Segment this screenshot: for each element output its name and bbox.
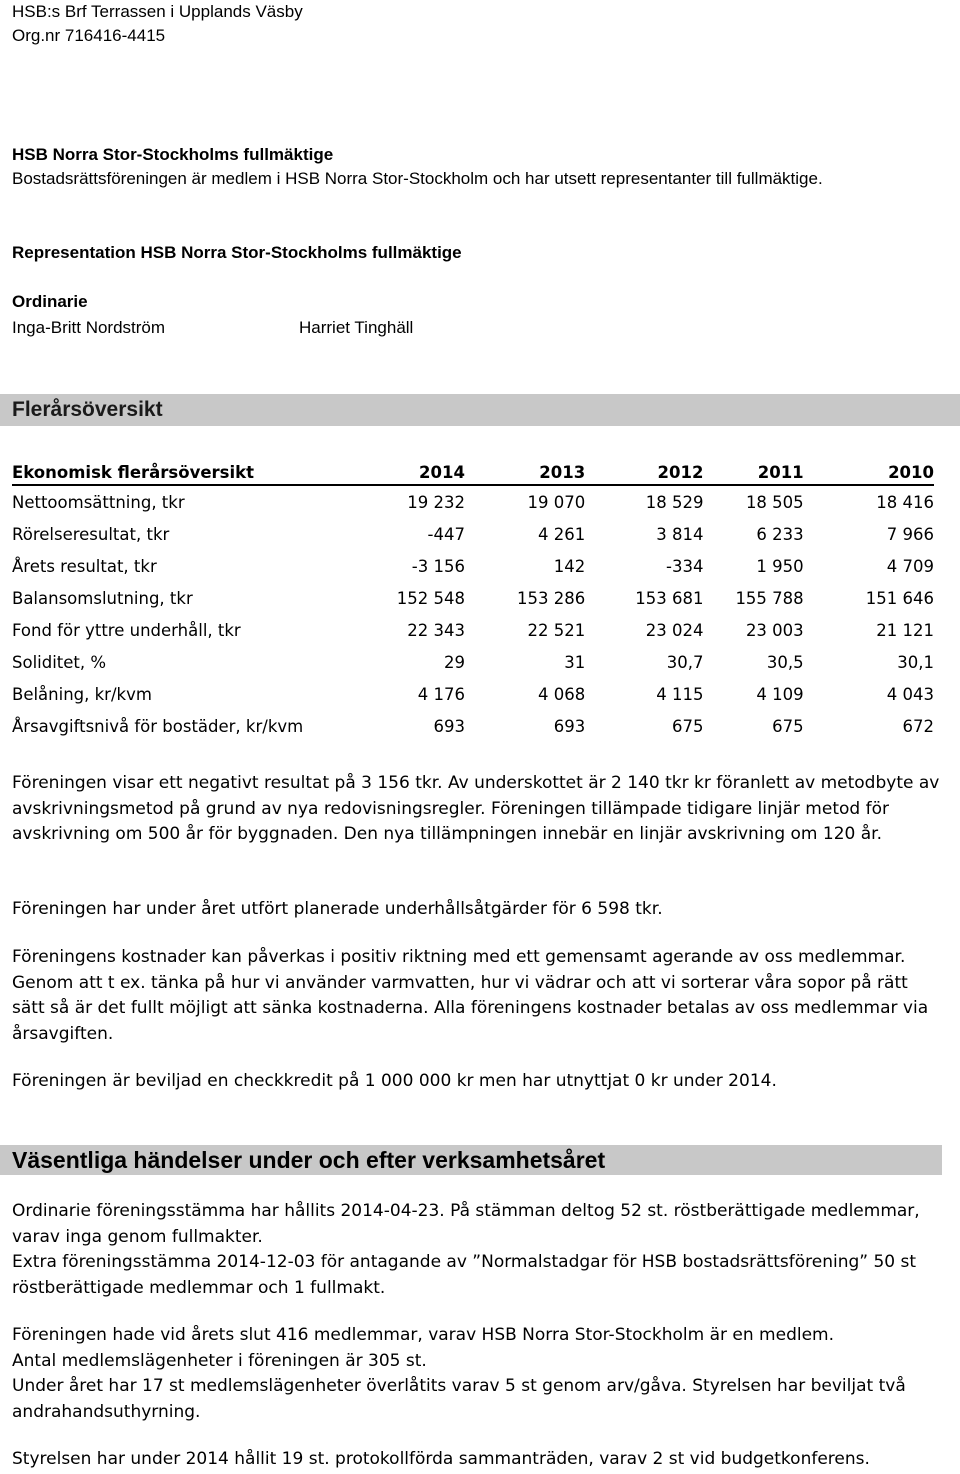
org-number: Org.nr 716416-4415: [12, 26, 166, 45]
cell-value: 151 646: [865, 588, 934, 608]
cell-value: -447: [427, 524, 465, 544]
cell-value: 31: [564, 652, 586, 672]
cell-value: 3 814: [656, 524, 704, 544]
cell-value: 155 788: [735, 588, 804, 608]
cell-value: 675: [772, 716, 804, 736]
cell-value: 693: [553, 716, 586, 736]
members-text: Föreningen hade vid årets slut 416 medlemmar, varav HSB Norra Stor-Stockholm är en medlem.: [12, 1325, 835, 1345]
table-row: [12, 678, 934, 710]
cell-value: 18 529: [645, 492, 704, 512]
financial-overview-table: [12, 454, 934, 742]
cell-value: 4 115: [656, 684, 704, 704]
cell-value: 22 343: [407, 620, 465, 640]
cell-value: 153 286: [516, 588, 586, 608]
row-label: Årets resultat, tkr: [12, 556, 157, 576]
cell-value: 4 068: [537, 684, 586, 704]
fullmaktige-section: [12, 143, 942, 191]
cell-value: 152 548: [396, 588, 465, 608]
representative-2: Harriet Tinghäll: [299, 318, 414, 337]
fullmaktige-text: Bostadsrättsföreningen är medlem i HSB Norra Stor-Stockholm och har utsett representanter till fullmäktige.: [12, 169, 823, 188]
costs-paragraph: Föreningens kostnader kan påverkas i positiv riktning med ett gemensamt agerande av oss medlemmar. Genom att t ex. tänka på hur vi använder varmvatten, hur vi vädrar och att vi sorterar våra sopor på rätt sätt så är det fullt möjligt att sänka kostnaderna. Alla föreningens kostnader betalas av oss medlemmar via årsavgiften.: [12, 947, 929, 1044]
cell-value: 4 043: [886, 684, 934, 704]
transfers-text: Under året har 17 st medlemslägenheter överlåtits varav 5 st genom arv/gåva. Styrelsen har beviljat två andrahandsuthyrning.: [12, 1376, 906, 1422]
cell-value: 30,1: [897, 652, 934, 672]
section-heading-flerarsoversikt: Flerårsöversikt: [0, 394, 960, 426]
cell-value: 7 966: [886, 524, 934, 544]
row-label: Soliditet, %: [12, 652, 107, 672]
row-label: Belåning, kr/kvm: [12, 684, 152, 704]
year-header: 2011: [703, 454, 803, 485]
table-header-label: Ekonomisk flerårsöversikt: [12, 454, 385, 485]
row-label: Årsavgiftsnivå för bostäder, kr/kvm: [12, 716, 304, 736]
result-paragraph: Föreningen visar ett negativt resultat på 3 156 tkr. Av underskottet är 2 140 tkr kr föranlett av metodbyte av avskrivningsmetod på grund av nya redovisningsregler. Föreningen tillämpade tidigare linjär metod för avskrivning om 500 år för byggnaden. Den nya tillämpningen innebär en linjär avskrivning om 120 år.: [12, 773, 940, 844]
cell-value: 1 950: [756, 556, 804, 576]
table-row: [12, 710, 934, 742]
cell-value: 18 505: [745, 492, 804, 512]
events-block-2: [12, 1323, 942, 1425]
table-row: [12, 582, 934, 614]
section-heading-vasentliga: Väsentliga händelser under och efter verksamhetsåret: [0, 1145, 942, 1175]
row-label: Fond för yttre underhåll, tkr: [12, 620, 241, 640]
table-header-row: [12, 454, 934, 485]
maintenance-paragraph: Föreningen har under året utfört planerade underhållsåtgärder för 6 598 tkr.: [12, 899, 663, 919]
cell-value: 23 024: [645, 620, 704, 640]
row-label: Rörelseresultat, tkr: [12, 524, 170, 544]
cell-value: 30,7: [666, 652, 704, 672]
row-label: Balansomslutning, tkr: [12, 588, 193, 608]
cell-value: 23 003: [745, 620, 804, 640]
meeting-extra-text: Extra föreningsstämma 2014-12-03 för antagande av ”Normalstadgar för HSB bostadsrättsförening” 50 st röstberättigade medlemmar och 1 fullmakt.: [12, 1252, 917, 1298]
cell-value: 4 261: [537, 524, 586, 544]
org-name: HSB:s Brf Terrassen i Upplands Väsby: [12, 2, 303, 21]
meeting-ordinary-text: Ordinarie föreningsstämma har hållits 2014-04-23. På stämman deltog 52 st. röstberättigade medlemmar, varav inga genom fullmakter.: [12, 1201, 920, 1247]
year-header: 2012: [585, 454, 703, 485]
cell-value: -3 156: [411, 556, 465, 576]
table-row: [12, 646, 934, 678]
cell-value: 4 176: [417, 684, 465, 704]
year-header: 2010: [804, 454, 934, 485]
cell-value: 153 681: [635, 588, 704, 608]
cell-value: 19 232: [407, 492, 465, 512]
cell-value: -334: [666, 556, 704, 576]
table-row: [12, 485, 934, 518]
table-row: [12, 614, 934, 646]
cell-value: 21 121: [876, 620, 934, 640]
year-header: 2013: [465, 454, 585, 485]
cell-value: 22 521: [527, 620, 586, 640]
representation-title: Representation HSB Norra Stor-Stockholms fullmäktige: [12, 243, 462, 262]
cell-value: 693: [433, 716, 465, 736]
cell-value: 4 109: [756, 684, 804, 704]
document-header: [12, 0, 303, 48]
cell-value: 29: [443, 652, 465, 672]
table-row: [12, 550, 934, 582]
cell-value: 672: [902, 716, 934, 736]
fullmaktige-title: HSB Norra Stor-Stockholms fullmäktige: [12, 145, 334, 164]
representative-1: Inga-Britt Nordström: [12, 318, 166, 337]
table-row: [12, 518, 934, 550]
cell-value: 18 416: [876, 492, 934, 512]
credit-paragraph: Föreningen är beviljad en checkkredit på 1 000 000 kr men har utnyttjat 0 kr under 2014.: [12, 1071, 777, 1091]
apartments-text: Antal medlemslägenheter i föreningen är 305 st.: [12, 1350, 427, 1371]
board-meetings-text: Styrelsen har under 2014 hållit 19 st. protokollförda sammanträden, varav 2 st vid budgetkonferens.: [12, 1449, 870, 1469]
ordinarie-label: Ordinarie: [12, 292, 88, 311]
cell-value: 19 070: [527, 492, 586, 512]
cell-value: 30,5: [766, 652, 804, 672]
cell-value: 6 233: [756, 524, 804, 544]
events-block-1: [12, 1199, 942, 1301]
cell-value: 675: [671, 716, 704, 736]
year-header: 2014: [385, 454, 465, 485]
row-label: Nettoomsättning, tkr: [12, 492, 185, 512]
cell-value: 142: [553, 556, 586, 576]
cell-value: 4 709: [886, 556, 934, 576]
